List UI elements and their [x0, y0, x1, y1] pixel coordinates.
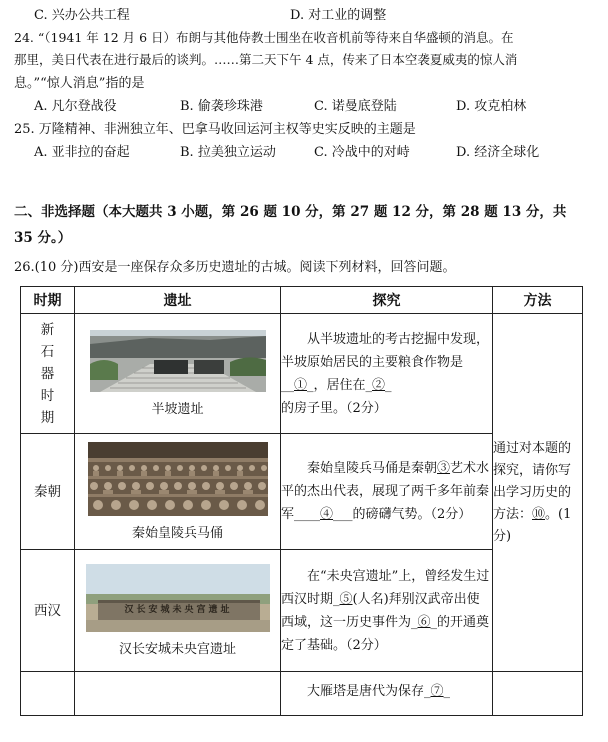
q24-option-a: A. 凡尔登战役: [34, 99, 117, 114]
period-cell: [21, 550, 75, 672]
method-cell-bottom: [493, 672, 583, 716]
explore-text-a: 从半坡遗址的考古挖掘中发现，半坡原始居民的主要粮食作物是: [281, 331, 490, 370]
explore-text-c: 的磅礴气势。（2分）: [352, 507, 472, 522]
q24-stem-line3: 息。”“惊人消息”指的是: [14, 76, 145, 91]
header-period: 时期: [21, 287, 75, 314]
method-text: [493, 438, 582, 548]
site-cell: [75, 672, 281, 716]
q24-stem-line2: 那里，美日代表在进行最后的谈判。……第二天下午 4 点，传来了日本空袭夏威夷的惊人消: [14, 52, 518, 67]
method-score: 。(1分): [493, 506, 572, 544]
header-explore: 探究: [281, 287, 493, 314]
explore-text-a: 在“未央宫遗址”上，曾经发生过西汉时期: [281, 568, 490, 607]
explore-text-b: 艺术水平的杰出代表，展现了两千多年前秦军: [281, 461, 490, 522]
table-row: [21, 314, 583, 434]
explore-text: 从半坡遗址的考古挖掘中发现，半坡原始居民的主要粮食作物是__①_，居住在_②_的房子里。（2分）: [281, 331, 490, 416]
header-site: 遗址: [75, 287, 281, 314]
weiyang-palace-photo: [86, 564, 270, 632]
banpo-site-photo: [90, 330, 266, 392]
answer-blank-3: ③: [437, 461, 451, 476]
answer-blank-5: ⑤: [339, 591, 353, 607]
answer-blank-1: ①: [294, 377, 308, 393]
explore-text-b: (人名)拜别汉武帝出使西域，这一历史事件为: [281, 591, 480, 630]
q25-option-b: B. 拉美独立运动: [180, 145, 276, 160]
period-cell: [21, 314, 75, 434]
explore-text: 大雁塔是唐代为保存_⑦_: [307, 684, 451, 699]
explore-cell: [281, 434, 493, 550]
q25-option-d: D. 经济全球化: [456, 145, 540, 160]
explore-text-c: 的房子里。（2分）: [281, 400, 387, 416]
period-label: 秦朝: [34, 483, 61, 500]
q25-stem: 25. 万隆精神、非洲独立年、巴拿马收回运河主权等史实反映的主题是: [14, 122, 416, 137]
section2-heading-line2: 35 分。）: [14, 230, 72, 246]
terracotta-warriors-photo: [88, 442, 268, 516]
period-cell: [21, 672, 75, 716]
site-caption: 半坡遗址: [151, 402, 204, 417]
site-cell: [75, 550, 281, 672]
explore-text-c: 的开通奠定了基础。（2分）: [281, 614, 490, 653]
q25-option-c: C. 冷战中的对峙: [314, 145, 410, 160]
explore-text-a: 大雁塔是唐代为保存: [307, 684, 425, 699]
method-prompt: 通过对本题的探究，请你写出学习历史的方法：: [493, 440, 572, 522]
answer-blank-6: ⑥: [417, 614, 431, 630]
history-sites-table: [20, 286, 583, 716]
q26-stem: 26.(10 分)西安是一座保存众多历史遗址的古城。阅读下列材料，回答问题。: [14, 260, 456, 275]
explore-cell: [281, 672, 493, 716]
header-method: 方法: [493, 287, 583, 314]
q23-option-c: C. 兴办公共工程: [34, 8, 130, 23]
site-caption: 汉长安城未央宫遗址: [118, 642, 236, 657]
q24-stem-line1: 24. “（1941 年 12 月 6 日）布朗与其他侍教士围坐在收音机前等待来自华盛顿的消息。在: [14, 30, 514, 45]
q24-option-b: B. 偷袭珍珠港: [180, 99, 263, 114]
explore-cell: [281, 550, 493, 672]
period-label: 新石器时期: [40, 321, 55, 426]
answer-blank-4: ④: [320, 507, 334, 522]
q25-option-a: A. 亚非拉的奋起: [34, 145, 130, 160]
answer-blank-10: ⑩: [532, 506, 546, 522]
explore-text: 秦始皇陵兵马俑是秦朝③艺术水平的杰出代表，展现了两千多年前秦军____④___的磅礴气势。（2分）: [281, 461, 490, 522]
explore-text-a: 秦始皇陵兵马俑是秦朝: [307, 461, 438, 476]
q23-option-d: D. 对工业的调整: [290, 8, 387, 23]
answer-blank-7: ⑦: [430, 684, 444, 699]
period-label: 西汉: [34, 602, 61, 619]
q24-option-d: D. 攻克柏林: [456, 99, 527, 114]
q24-option-c: C. 诺曼底登陆: [314, 99, 397, 114]
table-row: [21, 672, 583, 716]
method-cell: [493, 314, 583, 672]
explore-cell: [281, 314, 493, 434]
stone-inscription: 汉长安城未央宫遗址: [124, 605, 233, 615]
site-cell: [75, 434, 281, 550]
explore-text: 在“未央宫遗址”上，曾经发生过西汉时期_⑤(人名)拜别汉武帝出使西域，这一历史事件为_⑥_的开通奠定了基础。（2分）: [281, 568, 490, 653]
period-cell: [21, 434, 75, 550]
site-caption: 秦始皇陵兵马俑: [131, 526, 223, 541]
site-cell: [75, 314, 281, 434]
explore-text-b: ，居住在: [313, 377, 366, 393]
table-header-row: [21, 287, 583, 314]
section2-heading-line1: 二、非选择题（本大题共 3 小题，第 26 题 10 分，第 27 题 12 分，第 28 题 13 分，共: [14, 204, 567, 220]
answer-blank-2: ②: [372, 377, 386, 393]
